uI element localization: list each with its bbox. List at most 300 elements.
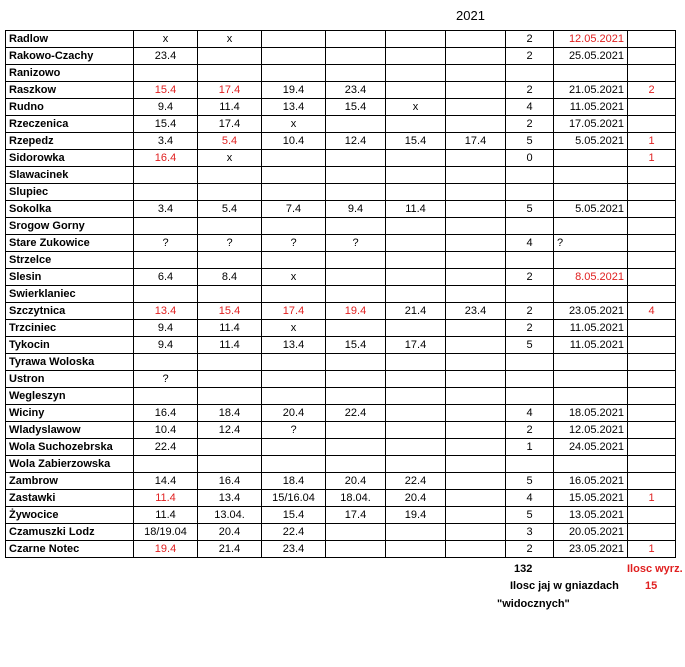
extra-count xyxy=(628,286,676,303)
egg-date-cell xyxy=(262,354,326,371)
extra-count xyxy=(628,65,676,82)
location-name: Zastawki xyxy=(6,490,134,507)
egg-date-cell xyxy=(198,456,262,473)
egg-date-cell: ? xyxy=(198,235,262,252)
egg-date-cell: 23.4 xyxy=(446,303,506,320)
hatch-date: 21.05.2021 xyxy=(554,82,628,99)
egg-date-cell: 20.4 xyxy=(326,473,386,490)
table-row xyxy=(6,99,676,116)
table-row xyxy=(6,82,676,99)
total-label: Ilosc jaj w gniazdach xyxy=(510,580,619,592)
egg-date-cell xyxy=(326,524,386,541)
egg-date-cell xyxy=(446,116,506,133)
egg-date-cell xyxy=(326,320,386,337)
egg-date-cell xyxy=(446,388,506,405)
egg-date-cell xyxy=(326,65,386,82)
location-name: Wladyslawow xyxy=(6,422,134,439)
egg-count: 2 xyxy=(506,422,554,439)
egg-date-cell: 12.4 xyxy=(198,422,262,439)
egg-date-cell xyxy=(446,422,506,439)
egg-count: 2 xyxy=(506,320,554,337)
extra-count: 1 xyxy=(628,490,676,507)
hatch-date: 23.05.2021 xyxy=(554,303,628,320)
hatch-date xyxy=(554,371,628,388)
hatch-date xyxy=(554,184,628,201)
hatch-date: 11.05.2021 xyxy=(554,99,628,116)
egg-date-cell xyxy=(326,218,386,235)
location-name: Raszkow xyxy=(6,82,134,99)
egg-date-cell xyxy=(386,388,446,405)
egg-date-cell: 16.4 xyxy=(134,150,198,167)
table-row xyxy=(6,371,676,388)
egg-date-cell xyxy=(446,218,506,235)
egg-date-cell xyxy=(446,337,506,354)
extra-count xyxy=(628,235,676,252)
egg-date-cell xyxy=(326,167,386,184)
egg-date-cell xyxy=(386,354,446,371)
egg-date-cell: 15.4 xyxy=(198,303,262,320)
extra-count xyxy=(628,422,676,439)
egg-date-cell: 23.4 xyxy=(262,541,326,558)
location-name: Radlow xyxy=(6,31,134,48)
extra-count xyxy=(628,116,676,133)
egg-date-cell xyxy=(386,405,446,422)
egg-date-cell xyxy=(446,507,506,524)
egg-date-cell xyxy=(386,422,446,439)
egg-date-cell: 22.4 xyxy=(326,405,386,422)
egg-date-cell: 15/16.04 xyxy=(262,490,326,507)
egg-date-cell xyxy=(198,65,262,82)
egg-date-cell xyxy=(198,218,262,235)
egg-date-cell xyxy=(326,252,386,269)
egg-date-cell xyxy=(386,541,446,558)
egg-date-cell: 10.4 xyxy=(134,422,198,439)
egg-date-cell: 14.4 xyxy=(134,473,198,490)
egg-date-cell: 18.4 xyxy=(198,405,262,422)
extra-count xyxy=(628,371,676,388)
egg-date-cell: 17.4 xyxy=(386,337,446,354)
egg-date-cell: 3.4 xyxy=(134,133,198,150)
extra-count xyxy=(628,99,676,116)
nest-table xyxy=(5,30,676,558)
table-row xyxy=(6,337,676,354)
table-row xyxy=(6,65,676,82)
location-name: Rudno xyxy=(6,99,134,116)
egg-count: 5 xyxy=(506,201,554,218)
egg-date-cell: 17.4 xyxy=(198,82,262,99)
egg-date-cell xyxy=(262,252,326,269)
table-row xyxy=(6,167,676,184)
visible-label: "widocznych" xyxy=(497,598,570,610)
table-row xyxy=(6,31,676,48)
egg-date-cell: 13.4 xyxy=(262,99,326,116)
egg-date-cell xyxy=(386,286,446,303)
hatch-date: 12.05.2021 xyxy=(554,422,628,439)
location-name: Trzciniec xyxy=(6,320,134,337)
location-name: Zambrow xyxy=(6,473,134,490)
egg-date-cell: 18.04. xyxy=(326,490,386,507)
egg-date-cell: x xyxy=(134,31,198,48)
table-row xyxy=(6,252,676,269)
extra-count xyxy=(628,48,676,65)
egg-date-cell xyxy=(386,439,446,456)
hatch-date: 24.05.2021 xyxy=(554,439,628,456)
egg-date-cell xyxy=(262,456,326,473)
egg-date-cell: 18.4 xyxy=(262,473,326,490)
table-row xyxy=(6,439,676,456)
egg-date-cell xyxy=(262,371,326,388)
egg-date-cell xyxy=(446,184,506,201)
hatch-date: 8.05.2021 xyxy=(554,269,628,286)
total-eggs: 132 xyxy=(514,563,533,575)
egg-date-cell xyxy=(198,388,262,405)
egg-date-cell xyxy=(198,252,262,269)
egg-date-cell xyxy=(386,65,446,82)
egg-date-cell: 16.4 xyxy=(134,405,198,422)
extra-count xyxy=(628,507,676,524)
hatch-date: 11.05.2021 xyxy=(554,337,628,354)
egg-count: 0 xyxy=(506,150,554,167)
hatch-date: 17.05.2021 xyxy=(554,116,628,133)
table-row xyxy=(6,218,676,235)
egg-date-cell xyxy=(198,48,262,65)
extra-count xyxy=(628,201,676,218)
hatch-date: 15.05.2021 xyxy=(554,490,628,507)
egg-date-cell: 3.4 xyxy=(134,201,198,218)
egg-date-cell xyxy=(262,48,326,65)
table-row xyxy=(6,490,676,507)
hatch-date: 18.05.2021 xyxy=(554,405,628,422)
egg-date-cell: ? xyxy=(262,235,326,252)
egg-date-cell xyxy=(326,184,386,201)
egg-date-cell: 13.4 xyxy=(134,303,198,320)
table-row xyxy=(6,456,676,473)
egg-date-cell xyxy=(326,269,386,286)
egg-date-cell: 15.4 xyxy=(386,133,446,150)
hatch-date: ? xyxy=(554,235,628,252)
hatch-date: 25.05.2021 xyxy=(554,48,628,65)
egg-date-cell xyxy=(326,456,386,473)
egg-date-cell xyxy=(446,99,506,116)
location-name: Czamuszki Lodz xyxy=(6,524,134,541)
egg-count xyxy=(506,167,554,184)
table-row xyxy=(6,303,676,320)
egg-count: 2 xyxy=(506,541,554,558)
egg-count: 2 xyxy=(506,269,554,286)
location-name: Sidorowka xyxy=(6,150,134,167)
egg-date-cell: x xyxy=(386,99,446,116)
egg-date-cell xyxy=(446,82,506,99)
extra-count xyxy=(628,439,676,456)
egg-date-cell xyxy=(446,65,506,82)
hatch-date: 13.05.2021 xyxy=(554,507,628,524)
hatch-date xyxy=(554,354,628,371)
hatch-date xyxy=(554,286,628,303)
egg-date-cell: 15.4 xyxy=(326,99,386,116)
egg-date-cell xyxy=(386,235,446,252)
egg-date-cell: 11.4 xyxy=(198,337,262,354)
egg-date-cell xyxy=(446,269,506,286)
egg-date-cell xyxy=(198,184,262,201)
egg-date-cell: 11.4 xyxy=(134,507,198,524)
egg-date-cell: 13.4 xyxy=(262,337,326,354)
egg-count: 2 xyxy=(506,116,554,133)
egg-date-cell xyxy=(326,354,386,371)
egg-date-cell xyxy=(198,286,262,303)
egg-date-cell: 15.4 xyxy=(262,507,326,524)
location-name: Wola Suchozebrska xyxy=(6,439,134,456)
egg-date-cell xyxy=(386,167,446,184)
hatch-date: 5.05.2021 xyxy=(554,133,628,150)
table-row xyxy=(6,320,676,337)
egg-date-cell: ? xyxy=(134,235,198,252)
egg-date-cell xyxy=(446,286,506,303)
location-name: Sokolka xyxy=(6,201,134,218)
egg-date-cell: 19.4 xyxy=(262,82,326,99)
table-row xyxy=(6,524,676,541)
egg-date-cell xyxy=(262,388,326,405)
extra-count xyxy=(628,269,676,286)
egg-date-cell xyxy=(446,439,506,456)
egg-date-cell xyxy=(134,286,198,303)
extra-count xyxy=(628,320,676,337)
table-row xyxy=(6,184,676,201)
table-row xyxy=(6,150,676,167)
extra-count: 2 xyxy=(628,82,676,99)
egg-date-cell xyxy=(446,524,506,541)
extra-count: 4 xyxy=(628,303,676,320)
egg-count xyxy=(506,286,554,303)
location-name: Tyrawa Woloska xyxy=(6,354,134,371)
hatch-date: 5.05.2021 xyxy=(554,201,628,218)
table-row xyxy=(6,201,676,218)
egg-date-cell xyxy=(446,201,506,218)
egg-date-cell: 5.4 xyxy=(198,133,262,150)
egg-date-cell: 10.4 xyxy=(262,133,326,150)
egg-date-cell xyxy=(386,82,446,99)
ilosc-value: 15 xyxy=(645,580,658,592)
egg-date-cell xyxy=(326,439,386,456)
egg-date-cell xyxy=(134,252,198,269)
location-name: Ranizowo xyxy=(6,65,134,82)
egg-count xyxy=(506,65,554,82)
table-row xyxy=(6,133,676,150)
egg-date-cell xyxy=(386,48,446,65)
hatch-date: 11.05.2021 xyxy=(554,320,628,337)
egg-date-cell xyxy=(326,150,386,167)
egg-count: 1 xyxy=(506,439,554,456)
egg-date-cell xyxy=(386,31,446,48)
egg-date-cell: 11.4 xyxy=(386,201,446,218)
egg-date-cell: x xyxy=(262,269,326,286)
extra-count xyxy=(628,388,676,405)
location-name: Rakowo-Czachy xyxy=(6,48,134,65)
table-row xyxy=(6,269,676,286)
hatch-date: 16.05.2021 xyxy=(554,473,628,490)
egg-count: 5 xyxy=(506,133,554,150)
table-row xyxy=(6,473,676,490)
egg-date-cell xyxy=(446,371,506,388)
egg-count: 4 xyxy=(506,99,554,116)
egg-count xyxy=(506,388,554,405)
egg-date-cell: 15.4 xyxy=(326,337,386,354)
egg-date-cell: 19.4 xyxy=(386,507,446,524)
egg-date-cell: ? xyxy=(262,422,326,439)
egg-count: 2 xyxy=(506,31,554,48)
egg-date-cell xyxy=(326,371,386,388)
egg-date-cell xyxy=(198,354,262,371)
egg-count xyxy=(506,371,554,388)
egg-date-cell xyxy=(134,218,198,235)
egg-date-cell xyxy=(262,31,326,48)
egg-date-cell xyxy=(262,167,326,184)
table-row xyxy=(6,405,676,422)
egg-count: 4 xyxy=(506,235,554,252)
egg-date-cell xyxy=(134,354,198,371)
egg-date-cell: x xyxy=(198,150,262,167)
egg-date-cell: 8.4 xyxy=(198,269,262,286)
egg-date-cell: 6.4 xyxy=(134,269,198,286)
egg-date-cell: 16.4 xyxy=(198,473,262,490)
extra-count xyxy=(628,473,676,490)
egg-date-cell: 5.4 xyxy=(198,201,262,218)
egg-date-cell: 22.4 xyxy=(386,473,446,490)
egg-date-cell xyxy=(134,65,198,82)
egg-count: 5 xyxy=(506,337,554,354)
egg-date-cell: 20.4 xyxy=(386,490,446,507)
extra-count xyxy=(628,456,676,473)
table-row xyxy=(6,422,676,439)
extra-count xyxy=(628,252,676,269)
egg-date-cell xyxy=(446,541,506,558)
egg-date-cell xyxy=(262,65,326,82)
egg-date-cell: 9.4 xyxy=(326,201,386,218)
egg-date-cell: 20.4 xyxy=(198,524,262,541)
egg-date-cell xyxy=(446,456,506,473)
egg-date-cell: 13.4 xyxy=(198,490,262,507)
egg-date-cell xyxy=(386,371,446,388)
egg-date-cell: 19.4 xyxy=(134,541,198,558)
egg-date-cell: 20.4 xyxy=(262,405,326,422)
egg-count xyxy=(506,456,554,473)
location-name: Rzeczenica xyxy=(6,116,134,133)
egg-date-cell xyxy=(326,116,386,133)
hatch-date xyxy=(554,167,628,184)
egg-date-cell xyxy=(446,31,506,48)
location-name: Rzepedz xyxy=(6,133,134,150)
egg-date-cell: 22.4 xyxy=(262,524,326,541)
egg-date-cell xyxy=(386,456,446,473)
egg-date-cell: 7.4 xyxy=(262,201,326,218)
egg-date-cell xyxy=(446,320,506,337)
egg-date-cell: 17.4 xyxy=(446,133,506,150)
egg-count: 2 xyxy=(506,48,554,65)
location-name: Slawacinek xyxy=(6,167,134,184)
hatch-date: 23.05.2021 xyxy=(554,541,628,558)
egg-date-cell xyxy=(262,286,326,303)
hatch-date xyxy=(554,456,628,473)
extra-count: 1 xyxy=(628,133,676,150)
location-name: Strzelce xyxy=(6,252,134,269)
egg-date-cell xyxy=(446,405,506,422)
egg-date-cell xyxy=(446,235,506,252)
location-name: Żywocice xyxy=(6,507,134,524)
hatch-date xyxy=(554,65,628,82)
egg-date-cell: 15.4 xyxy=(134,82,198,99)
egg-date-cell: 23.4 xyxy=(134,48,198,65)
table-row xyxy=(6,388,676,405)
extra-count xyxy=(628,337,676,354)
year-label: 2021 xyxy=(456,8,485,23)
location-name: Wiciny xyxy=(6,405,134,422)
egg-date-cell: 17.4 xyxy=(326,507,386,524)
location-name: Slesin xyxy=(6,269,134,286)
egg-count: 2 xyxy=(506,82,554,99)
table-row xyxy=(6,48,676,65)
hatch-date xyxy=(554,150,628,167)
table-row xyxy=(6,507,676,524)
location-name: Slupiec xyxy=(6,184,134,201)
egg-date-cell xyxy=(326,286,386,303)
hatch-date xyxy=(554,218,628,235)
table-row xyxy=(6,116,676,133)
egg-date-cell xyxy=(446,252,506,269)
egg-date-cell xyxy=(386,184,446,201)
egg-count: 5 xyxy=(506,507,554,524)
extra-count xyxy=(628,184,676,201)
location-name: Szczytnica xyxy=(6,303,134,320)
egg-date-cell: x xyxy=(262,320,326,337)
egg-date-cell: 11.4 xyxy=(198,99,262,116)
extra-count xyxy=(628,31,676,48)
location-name: Wola Zabierzowska xyxy=(6,456,134,473)
egg-date-cell xyxy=(386,320,446,337)
egg-date-cell: 18/19.04 xyxy=(134,524,198,541)
egg-date-cell xyxy=(326,388,386,405)
location-name: Czarne Notec xyxy=(6,541,134,558)
egg-date-cell: x xyxy=(262,116,326,133)
egg-date-cell xyxy=(326,48,386,65)
egg-count: 4 xyxy=(506,405,554,422)
egg-date-cell xyxy=(326,422,386,439)
location-name: Wegleszyn xyxy=(6,388,134,405)
egg-count xyxy=(506,252,554,269)
egg-date-cell xyxy=(134,388,198,405)
egg-date-cell xyxy=(386,116,446,133)
egg-date-cell xyxy=(134,184,198,201)
egg-count: 5 xyxy=(506,473,554,490)
egg-date-cell xyxy=(262,218,326,235)
egg-date-cell: 17.4 xyxy=(262,303,326,320)
egg-date-cell: ? xyxy=(134,371,198,388)
extra-count xyxy=(628,167,676,184)
extra-count xyxy=(628,354,676,371)
location-name: Ustron xyxy=(6,371,134,388)
egg-date-cell xyxy=(446,48,506,65)
egg-date-cell: x xyxy=(198,31,262,48)
egg-date-cell: 17.4 xyxy=(198,116,262,133)
egg-date-cell: 11.4 xyxy=(134,490,198,507)
egg-date-cell: 12.4 xyxy=(326,133,386,150)
egg-date-cell xyxy=(262,184,326,201)
egg-date-cell xyxy=(386,218,446,235)
egg-date-cell xyxy=(198,371,262,388)
egg-date-cell xyxy=(134,456,198,473)
egg-date-cell xyxy=(386,252,446,269)
hatch-date xyxy=(554,388,628,405)
egg-count: 2 xyxy=(506,303,554,320)
egg-date-cell: 15.4 xyxy=(134,116,198,133)
